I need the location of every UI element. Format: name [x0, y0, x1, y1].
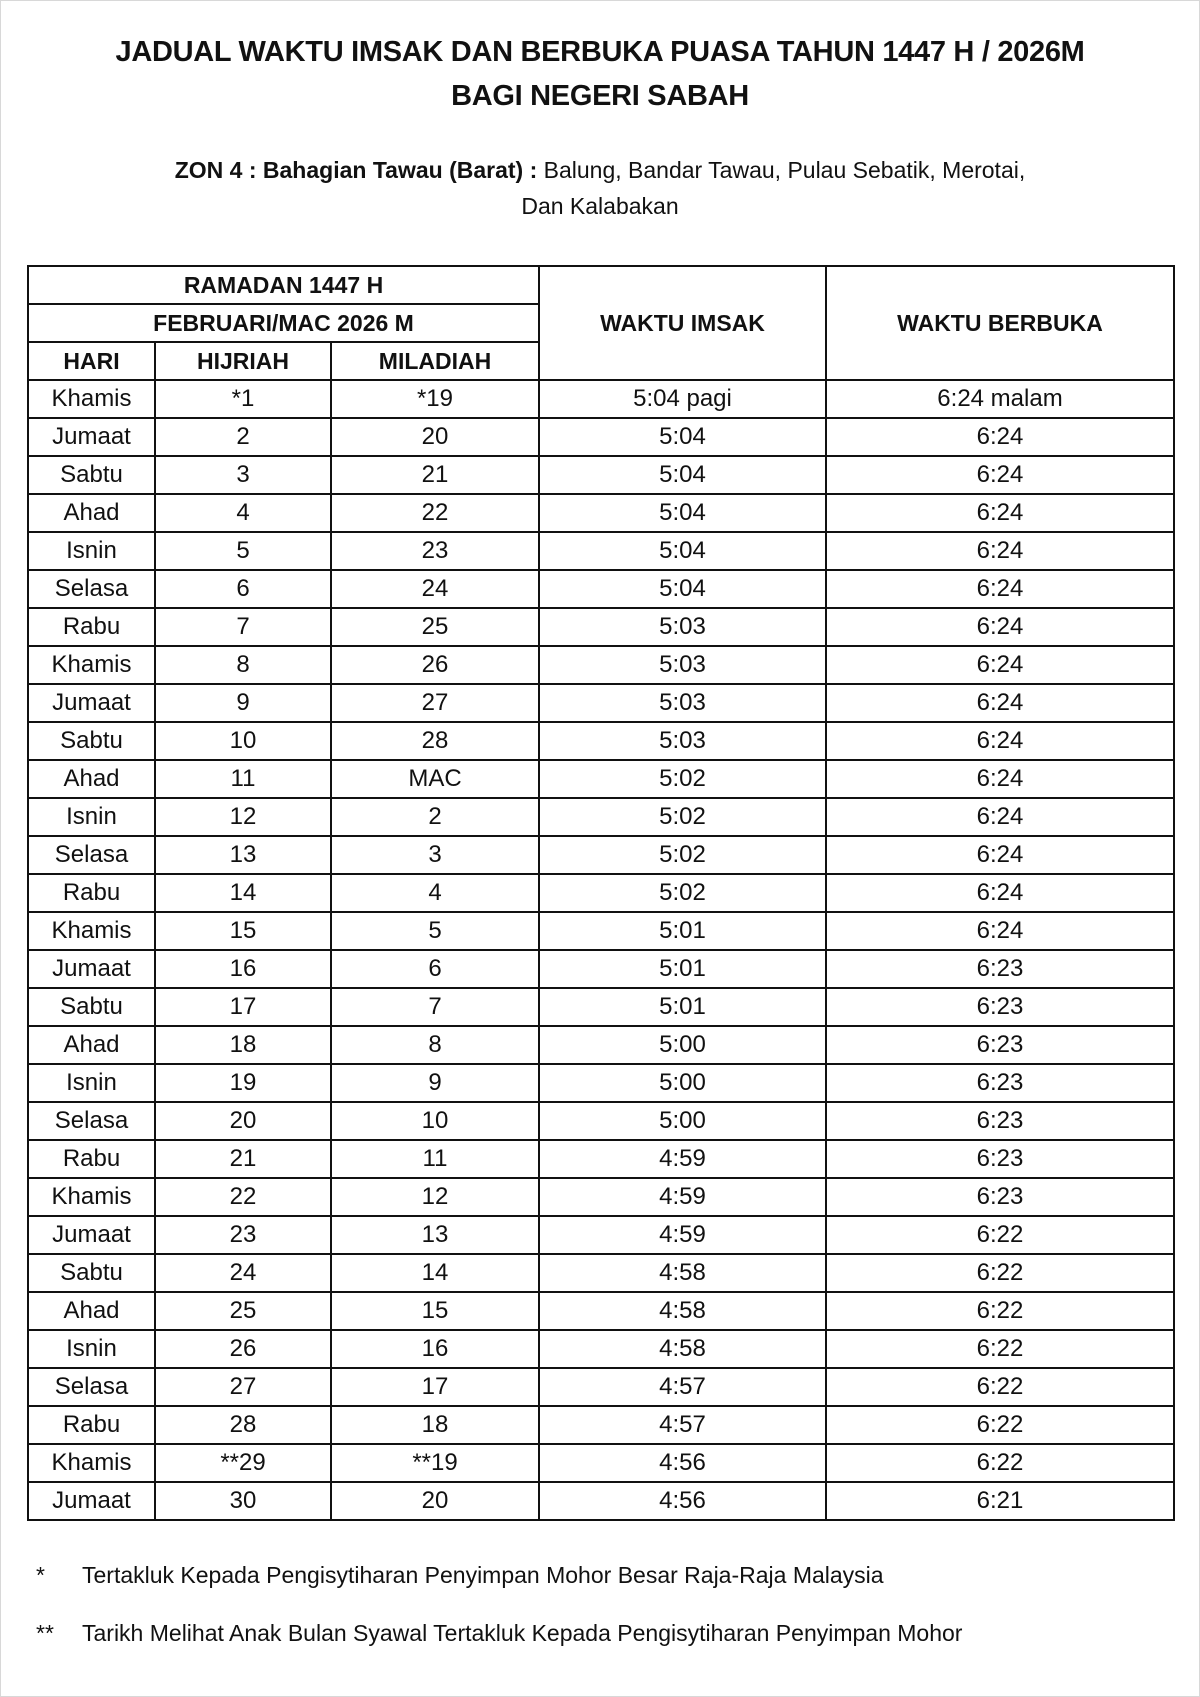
cell-hari: Ahad	[28, 760, 155, 798]
header-waktu-imsak: WAKTU IMSAK	[539, 266, 826, 380]
cell-imsak: 5:03	[539, 646, 826, 684]
zone-line	[0, 157, 1200, 184]
table-row	[28, 1178, 1174, 1216]
cell-hijriah: 2	[155, 418, 331, 456]
cell-berbuka: 6:24	[826, 494, 1174, 532]
cell-imsak: 5:01	[539, 988, 826, 1026]
cell-imsak: 5:02	[539, 836, 826, 874]
cell-imsak: 5:00	[539, 1064, 826, 1102]
cell-hijriah: 25	[155, 1292, 331, 1330]
cell-miladiah: 27	[331, 684, 539, 722]
cell-berbuka: 6:24	[826, 874, 1174, 912]
cell-hari: Ahad	[28, 1292, 155, 1330]
table-row	[28, 532, 1174, 570]
table-row	[28, 874, 1174, 912]
footnote-mark: *	[36, 1562, 45, 1588]
table-row	[28, 494, 1174, 532]
table-row	[28, 1482, 1174, 1520]
table-row	[28, 1406, 1174, 1444]
cell-miladiah: 2	[331, 798, 539, 836]
cell-imsak: 4:57	[539, 1406, 826, 1444]
cell-miladiah: 9	[331, 1064, 539, 1102]
cell-hari: Ahad	[28, 494, 155, 532]
cell-hijriah: 11	[155, 760, 331, 798]
cell-imsak: 4:59	[539, 1216, 826, 1254]
cell-miladiah: 5	[331, 912, 539, 950]
cell-berbuka: 6:24 malam	[826, 380, 1174, 418]
cell-imsak: 5:02	[539, 798, 826, 836]
cell-berbuka: 6:23	[826, 1064, 1174, 1102]
table-row	[28, 836, 1174, 874]
cell-miladiah: 10	[331, 1102, 539, 1140]
cell-imsak: 5:03	[539, 684, 826, 722]
cell-berbuka: 6:22	[826, 1406, 1174, 1444]
cell-hari: Sabtu	[28, 722, 155, 760]
cell-miladiah: 22	[331, 494, 539, 532]
cell-berbuka: 6:24	[826, 684, 1174, 722]
cell-imsak: 5:04	[539, 570, 826, 608]
cell-hari: Khamis	[28, 1444, 155, 1482]
cell-hijriah: 6	[155, 570, 331, 608]
cell-hari: Khamis	[28, 380, 155, 418]
document-subtitle: BAGI NEGERI SABAH	[451, 80, 749, 112]
cell-hijriah: 30	[155, 1482, 331, 1520]
cell-hari: Isnin	[28, 532, 155, 570]
footnote-2	[36, 1620, 962, 1647]
cell-imsak: 5:00	[539, 1026, 826, 1064]
cell-hari: Rabu	[28, 1140, 155, 1178]
cell-berbuka: 6:24	[826, 646, 1174, 684]
cell-imsak: 4:58	[539, 1254, 826, 1292]
cell-hari: Jumaat	[28, 684, 155, 722]
cell-berbuka: 6:22	[826, 1216, 1174, 1254]
table-row	[28, 456, 1174, 494]
cell-hijriah: 12	[155, 798, 331, 836]
cell-hijriah: *1	[155, 380, 331, 418]
header-ramadan: RAMADAN 1447 H	[28, 266, 539, 304]
cell-imsak: 5:00	[539, 1102, 826, 1140]
zone-places-continued: Dan Kalabakan	[521, 193, 679, 219]
cell-hijriah: 3	[155, 456, 331, 494]
cell-miladiah: 16	[331, 1330, 539, 1368]
cell-imsak: 4:56	[539, 1444, 826, 1482]
header-miladiah: MILADIAH	[331, 342, 539, 380]
cell-hijriah: 17	[155, 988, 331, 1026]
cell-miladiah: MAC	[331, 760, 539, 798]
cell-miladiah: 25	[331, 608, 539, 646]
table-row	[28, 684, 1174, 722]
cell-hijriah: 16	[155, 950, 331, 988]
cell-hijriah: 22	[155, 1178, 331, 1216]
cell-hijriah: 8	[155, 646, 331, 684]
cell-miladiah: 28	[331, 722, 539, 760]
table-row	[28, 1292, 1174, 1330]
footnote-text: Tarikh Melihat Anak Bulan Syawal Tertakluk Kepada Pengisytiharan Penyimpan Mohor	[82, 1620, 963, 1646]
cell-berbuka: 6:23	[826, 1140, 1174, 1178]
cell-hijriah: 15	[155, 912, 331, 950]
cell-hari: Khamis	[28, 912, 155, 950]
cell-miladiah: 14	[331, 1254, 539, 1292]
cell-hari: Jumaat	[28, 1216, 155, 1254]
cell-berbuka: 6:22	[826, 1254, 1174, 1292]
cell-miladiah: 17	[331, 1368, 539, 1406]
cell-berbuka: 6:24	[826, 608, 1174, 646]
header-waktu-berbuka: WAKTU BERBUKA	[826, 266, 1174, 380]
cell-hari: Khamis	[28, 646, 155, 684]
cell-imsak: 5:04	[539, 456, 826, 494]
table-row	[28, 798, 1174, 836]
table-row	[28, 380, 1174, 418]
footnote-mark: **	[36, 1620, 54, 1646]
cell-berbuka: 6:22	[826, 1292, 1174, 1330]
table-row	[28, 570, 1174, 608]
header-hijriah: HIJRIAH	[155, 342, 331, 380]
cell-hijriah: 13	[155, 836, 331, 874]
cell-berbuka: 6:22	[826, 1368, 1174, 1406]
cell-hari: Rabu	[28, 1406, 155, 1444]
cell-berbuka: 6:24	[826, 798, 1174, 836]
cell-hijriah: 7	[155, 608, 331, 646]
cell-hari: Sabtu	[28, 456, 155, 494]
cell-miladiah: 23	[331, 532, 539, 570]
table-row	[28, 1064, 1174, 1102]
cell-hari: Rabu	[28, 608, 155, 646]
cell-miladiah: 8	[331, 1026, 539, 1064]
cell-hijriah: 21	[155, 1140, 331, 1178]
cell-berbuka: 6:21	[826, 1482, 1174, 1520]
cell-hijriah: 18	[155, 1026, 331, 1064]
table-row	[28, 722, 1174, 760]
cell-imsak: 4:59	[539, 1140, 826, 1178]
cell-hijriah: 10	[155, 722, 331, 760]
cell-hijriah: 9	[155, 684, 331, 722]
table-row	[28, 1140, 1174, 1178]
table-row	[28, 1254, 1174, 1292]
cell-imsak: 5:02	[539, 760, 826, 798]
cell-imsak: 4:58	[539, 1330, 826, 1368]
cell-berbuka: 6:24	[826, 532, 1174, 570]
cell-imsak: 5:04	[539, 418, 826, 456]
cell-imsak: 5:02	[539, 874, 826, 912]
table-row	[28, 1026, 1174, 1064]
footnote-1	[36, 1562, 884, 1589]
cell-berbuka: 6:24	[826, 570, 1174, 608]
cell-hijriah: 24	[155, 1254, 331, 1292]
table-row	[28, 646, 1174, 684]
table-row	[28, 418, 1174, 456]
cell-miladiah: 20	[331, 418, 539, 456]
table-row	[28, 1102, 1174, 1140]
cell-miladiah: 18	[331, 1406, 539, 1444]
footnote-text: Tertakluk Kepada Pengisytiharan Penyimpan Mohor Besar Raja-Raja Malaysia	[82, 1562, 884, 1588]
cell-hari: Isnin	[28, 798, 155, 836]
cell-miladiah: 20	[331, 1482, 539, 1520]
cell-miladiah: 24	[331, 570, 539, 608]
cell-hari: Selasa	[28, 836, 155, 874]
cell-imsak: 4:58	[539, 1292, 826, 1330]
schedule-table	[27, 265, 1175, 1521]
cell-imsak: 5:04	[539, 532, 826, 570]
cell-berbuka: 6:24	[826, 418, 1174, 456]
table-row	[28, 1216, 1174, 1254]
cell-miladiah: 7	[331, 988, 539, 1026]
cell-miladiah: **19	[331, 1444, 539, 1482]
schedule-body	[28, 380, 1174, 1520]
cell-berbuka: 6:22	[826, 1444, 1174, 1482]
cell-berbuka: 6:24	[826, 836, 1174, 874]
cell-imsak: 5:04	[539, 494, 826, 532]
cell-berbuka: 6:24	[826, 760, 1174, 798]
cell-hijriah: 19	[155, 1064, 331, 1102]
cell-hari: Isnin	[28, 1330, 155, 1368]
cell-hijriah: 26	[155, 1330, 331, 1368]
table-row	[28, 950, 1174, 988]
header-hari: HARI	[28, 342, 155, 380]
cell-berbuka: 6:23	[826, 1102, 1174, 1140]
cell-miladiah: 26	[331, 646, 539, 684]
cell-imsak: 5:01	[539, 950, 826, 988]
cell-imsak: 5:03	[539, 608, 826, 646]
cell-hari: Isnin	[28, 1064, 155, 1102]
cell-hijriah: 27	[155, 1368, 331, 1406]
zone-label: ZON 4 : Bahagian Tawau (Barat) :	[174, 157, 538, 183]
cell-miladiah: 12	[331, 1178, 539, 1216]
cell-miladiah: 21	[331, 456, 539, 494]
cell-berbuka: 6:23	[826, 988, 1174, 1026]
table-row	[28, 760, 1174, 798]
cell-hari: Selasa	[28, 1368, 155, 1406]
header-month-year: FEBRUARI/MAC 2026 M	[28, 304, 539, 342]
cell-miladiah: 4	[331, 874, 539, 912]
cell-hari: Ahad	[28, 1026, 155, 1064]
table-row	[28, 1368, 1174, 1406]
cell-miladiah: 11	[331, 1140, 539, 1178]
cell-miladiah: 3	[331, 836, 539, 874]
cell-miladiah: 13	[331, 1216, 539, 1254]
cell-hari: Selasa	[28, 570, 155, 608]
cell-hari: Jumaat	[28, 418, 155, 456]
table-row	[28, 608, 1174, 646]
table-row	[28, 1330, 1174, 1368]
zone-places: Balung, Bandar Tawau, Pulau Sebatik, Merotai,	[537, 157, 1026, 183]
cell-hijriah: **29	[155, 1444, 331, 1482]
cell-hari: Jumaat	[28, 1482, 155, 1520]
cell-berbuka: 6:22	[826, 1330, 1174, 1368]
cell-imsak: 5:04 pagi	[539, 380, 826, 418]
cell-imsak: 5:01	[539, 912, 826, 950]
cell-hari: Sabtu	[28, 988, 155, 1026]
cell-hijriah: 23	[155, 1216, 331, 1254]
cell-miladiah: 6	[331, 950, 539, 988]
cell-hijriah: 28	[155, 1406, 331, 1444]
cell-hari: Rabu	[28, 874, 155, 912]
cell-hijriah: 20	[155, 1102, 331, 1140]
cell-berbuka: 6:24	[826, 912, 1174, 950]
cell-miladiah: 15	[331, 1292, 539, 1330]
cell-miladiah: *19	[331, 380, 539, 418]
document-title: JADUAL WAKTU IMSAK DAN BERBUKA PUASA TAHUN 1447 H / 2026M	[115, 36, 1085, 68]
table-row	[28, 1444, 1174, 1482]
cell-berbuka: 6:23	[826, 1178, 1174, 1216]
cell-hari: Selasa	[28, 1102, 155, 1140]
table-row	[28, 988, 1174, 1026]
cell-imsak: 4:59	[539, 1178, 826, 1216]
cell-imsak: 4:56	[539, 1482, 826, 1520]
table-row	[28, 912, 1174, 950]
cell-imsak: 5:03	[539, 722, 826, 760]
cell-hijriah: 4	[155, 494, 331, 532]
cell-hari: Khamis	[28, 1178, 155, 1216]
cell-hari: Sabtu	[28, 1254, 155, 1292]
cell-berbuka: 6:23	[826, 1026, 1174, 1064]
cell-hijriah: 14	[155, 874, 331, 912]
cell-berbuka: 6:24	[826, 456, 1174, 494]
cell-berbuka: 6:24	[826, 722, 1174, 760]
cell-hari: Jumaat	[28, 950, 155, 988]
cell-imsak: 4:57	[539, 1368, 826, 1406]
cell-hijriah: 5	[155, 532, 331, 570]
cell-berbuka: 6:23	[826, 950, 1174, 988]
